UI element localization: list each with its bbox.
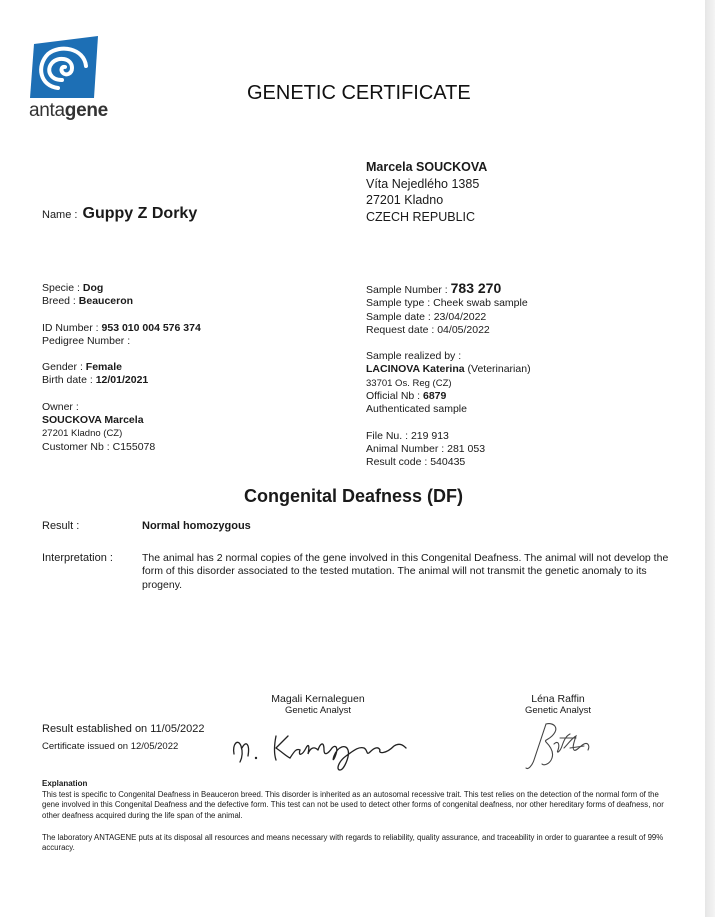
request-date-value: 04/05/2022	[437, 323, 490, 336]
address-street: Víta Nejedlého 1385	[366, 176, 480, 191]
signature-kernaleguen-icon	[228, 726, 413, 774]
signature-block-2	[508, 693, 608, 716]
id-number-value: 953 010 004 576 374	[101, 321, 201, 334]
animal-name: Guppy Z Dorky	[82, 205, 198, 222]
antagene-logo	[28, 36, 110, 100]
result-established-date: Result established on 11/05/2022	[42, 723, 205, 735]
explanation-title: Explanation	[42, 779, 88, 788]
logo-mark-icon	[28, 36, 102, 100]
address-country: CZECH REPUBLIC	[366, 209, 476, 224]
signatory-name: Léna Raffin	[531, 693, 585, 705]
vet-name-value: LACINOVA Katerina	[366, 363, 465, 376]
specie-value: Dog	[82, 282, 104, 294]
animal-number-value: 281 053	[447, 442, 486, 455]
logo-wordmark: antagene	[29, 100, 108, 121]
result-value: Normal homozygous	[142, 520, 251, 532]
sample-date-value: 23/04/2022	[433, 310, 487, 323]
owner-address	[366, 159, 487, 225]
vet-reg-value: 33701 Os. Reg (CZ)	[366, 377, 452, 389]
result-code-value: 540435	[430, 456, 466, 469]
signatory-role: Genetic Analyst	[284, 705, 351, 716]
file-nu-value: 219 913	[410, 429, 449, 442]
interpretation-label: Interpretation :	[42, 552, 113, 564]
signatory-name: Magali Kernaleguen	[271, 693, 365, 705]
breed-value: Beauceron	[78, 295, 134, 308]
gender-value: Female	[85, 361, 122, 374]
birth-date-value: 12/01/2021	[95, 374, 149, 387]
explanation-text: This test is specific to Congenital Deafness in Beauceron breed. This disorder is inherited as an autosomal recessive trait. This test relies on the detection of the normal form of the gene involved in this Congenital Deafness and the defective form. This test can not be used to detect other forms of congenital deafness, nor other hereditary forms of deafness, nor other deafness acquired during the life span of the animal.	[42, 790, 664, 820]
address-city: 27201 Kladno	[366, 193, 444, 207]
address-name: Marcela SOUCKOVA	[366, 160, 488, 174]
sample-number-value: 783 270	[450, 280, 502, 296]
customer-nb-value: C155078	[112, 440, 156, 453]
animal-details: Specie : Dog Breed : Beauceron ID Number : 953 010 004 576 374 Pedigree Number : Gender : Female Birth date : 12/01/2021 Owner : SOUCKOVA Marcela 27201 Kladno (CZ) Customer Nb : C155078	[42, 282, 201, 453]
lab-statement: The laboratory ANTAGENE puts at its disposal all resources and means necessary with regards to reliability, quality assurance, and traceability in order to guarantee a result of 99% accuracy.	[42, 833, 664, 853]
official-nb-value: 6879	[423, 390, 447, 403]
owner-name-value: SOUCKOVA Marcela	[42, 414, 144, 427]
page-title: GENETIC CERTIFICATE	[247, 82, 471, 104]
test-title: Congenital Deafness (DF)	[243, 486, 464, 506]
certificate-issued-date: Certificate issued on 12/05/2022	[42, 741, 179, 752]
signatory-role: Genetic Analyst	[524, 705, 591, 716]
name-label: Name :	[42, 209, 78, 221]
result-label: Result :	[42, 520, 80, 532]
signature-block-1	[255, 693, 381, 716]
owner-city-value: 27201 Kladno (CZ)	[42, 428, 123, 440]
signature-raffin-icon	[524, 718, 594, 774]
animal-name-line	[42, 205, 197, 223]
sample-type-value: Cheek swab sample	[433, 297, 528, 310]
page-edge	[705, 0, 715, 917]
interpretation-text: The animal has 2 normal copies of the gene involved in this Congenital Deafness. The animal will not develop the form of this disorder associated to the tested mutation. The animal will not transmit the genetic anomaly to its progeny.	[142, 552, 669, 591]
authenticated-note: Authenticated sample	[366, 403, 467, 416]
sample-details: Sample Number : 783 270 Sample type : Cheek swab sample Sample date : 23/04/2022 Request date : 04/05/2022 Sample realized by : LACINOVA Katerina (Veterinarian) 33701 Os. Reg (CZ) Official Nb : 6879 Authenticated sample File Nu. : 219 913 Animal Number : 281 053 Result code : 540435	[366, 280, 531, 469]
